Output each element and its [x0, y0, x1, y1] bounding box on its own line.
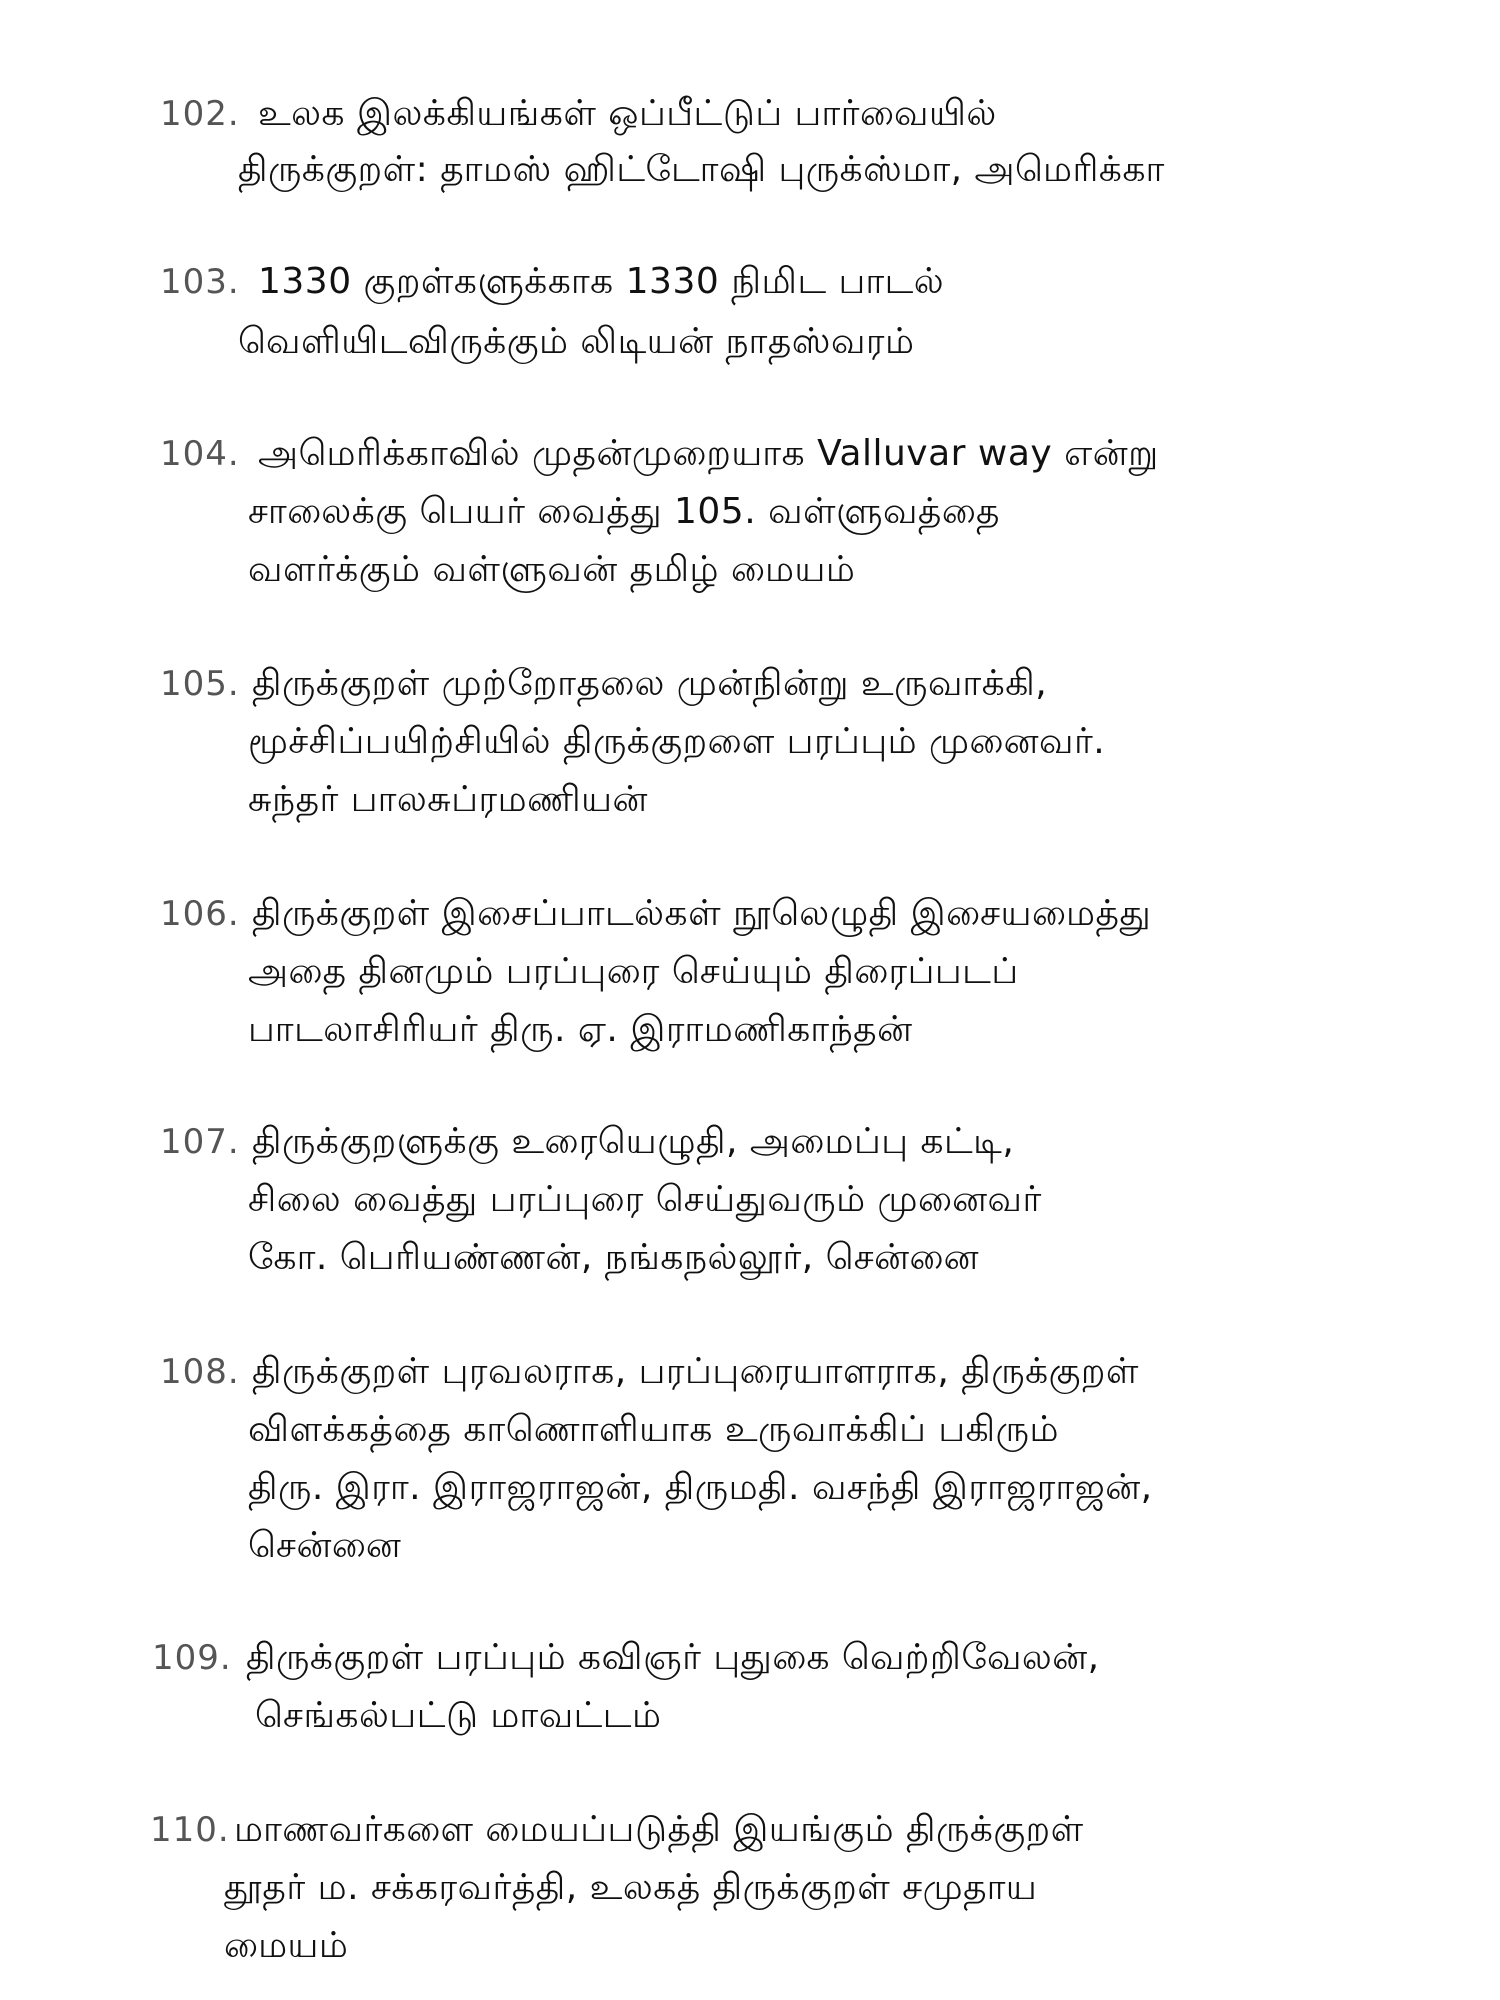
item-text-line: மையம் — [224, 1925, 349, 1966]
item-text-line: சுந்தர் பாலசுப்ரமணியன் — [248, 779, 648, 820]
item-text-line: தூதர் ம. சக்கரவர்த்தி, உலகத் திருக்குறள் சமுதாய — [224, 1867, 1038, 1908]
item-text-line: திருக்குறள் புரவலராக, பரப்புரையாளராக, திருக்குறள் — [252, 1351, 1139, 1392]
item-number: 110. — [150, 1810, 230, 1850]
item-text-line: மாணவர்களை மையப்படுத்தி இயங்கும் திருக்குறள் — [234, 1809, 1084, 1850]
item-text-line: வெளியிடவிருக்கும் லிடியன் நாதஸ்வரம் — [238, 321, 915, 362]
item-number: 103. — [160, 262, 240, 302]
item-number: 105. — [160, 664, 240, 704]
item-number: 106. — [160, 894, 240, 934]
item-text-line: கோ. பெரியண்ணன், நங்கநல்லூர், சென்னை — [248, 1237, 980, 1278]
item-text-line: திருக்குறள் இசைப்பாடல்கள் நூலெழுதி இசையமைத்து — [252, 893, 1152, 934]
item-text-line: சென்னை — [248, 1525, 402, 1566]
item-number: 107. — [160, 1122, 240, 1162]
item-text-line: உலக இலக்கியங்கள் ஒப்பீட்டுப் பார்வையில் — [258, 93, 997, 134]
item-text-line: மூச்சிப்பயிற்சியில் திருக்குறளை பரப்பும் முனைவர். — [248, 721, 1106, 762]
item-number: 104. — [160, 434, 240, 474]
item-number: 108. — [160, 1352, 240, 1392]
item-text-line: பாடலாசிரியர் திரு. ஏ. இராமணிகாந்தன் — [248, 1009, 913, 1050]
item-text-line: செங்கல்பட்டு மாவட்டம் — [255, 1695, 662, 1736]
item-text-line: திருக்குறள் முற்றோதலை முன்நின்று உருவாக்கி, — [252, 663, 1048, 704]
item-text-line: வளர்க்கும் வள்ளுவன் தமிழ் மையம் — [248, 549, 856, 590]
item-text-line: அமெரிக்காவில் முதன்முறையாக Valluvar way என்று — [258, 433, 1159, 474]
item-text-line: திருக்குறளுக்கு உரையெழுதி, அமைப்பு கட்டி, — [252, 1121, 1015, 1162]
item-number: 109. — [152, 1638, 232, 1678]
item-text-line: திரு. இரா. இராஜராஜன், திருமதி. வசந்தி இராஜராஜன், — [248, 1467, 1153, 1508]
item-text-line: சாலைக்கு பெயர் வைத்து 105. வள்ளுவத்தை — [248, 491, 1000, 532]
item-text-line: திருக்குறள்: தாமஸ் ஹிட்டோஷி புருக்ஸ்மா, அமெரிக்கா — [238, 149, 1165, 190]
item-text-line: விளக்கத்தை காணொளியாக உருவாக்கிப் பகிரும் — [248, 1409, 1059, 1450]
item-text-line: சிலை வைத்து பரப்புரை செய்துவரும் முனைவர் — [248, 1179, 1042, 1220]
item-text-line: 1330 குறள்களுக்காக 1330 நிமிட பாடல் — [258, 261, 945, 302]
item-number: 102. — [160, 94, 240, 134]
item-text-line: அதை தினமும் பரப்புரை செய்யும் திரைப்படப் — [248, 951, 1019, 992]
item-text-line: திருக்குறள் பரப்பும் கவிஞர் புதுகை வெற்றிவேலன், — [246, 1637, 1100, 1678]
